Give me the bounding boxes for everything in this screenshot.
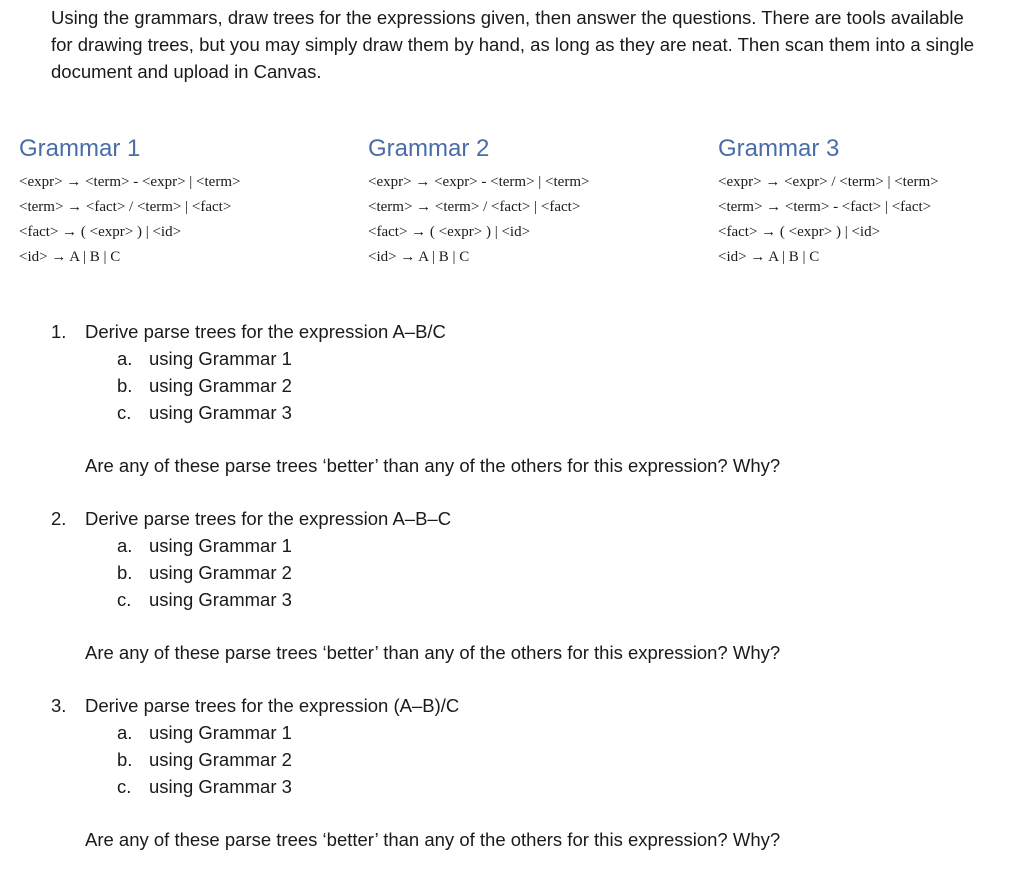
question-3-subitem-a xyxy=(51,719,991,746)
question-3-subitem-b xyxy=(51,746,991,773)
subitem-letter: c. xyxy=(117,589,132,610)
grammar-2-rule-fact: <fact> → ( <expr> ) | <id> xyxy=(368,224,531,240)
grammar-2-title: Grammar 2 xyxy=(368,135,490,162)
question-2 xyxy=(51,505,991,666)
instructions-paragraph: Using the grammars, draw trees for the expressions given, then answer the questions. There are tools available for drawing trees, but you may simply draw them by hand, as long as they are neat. Then scan them into a single document and upload in Canvas. xyxy=(51,7,975,82)
subitem-letter: c. xyxy=(117,402,132,423)
grammar-1-rule-term: <term> → <fact> / <term> | <fact> xyxy=(19,199,232,215)
grammar-3-block xyxy=(718,134,939,270)
subitem-letter: a. xyxy=(117,348,133,369)
subitem-text: using Grammar 2 xyxy=(149,562,292,583)
question-1-heading xyxy=(51,318,991,345)
subitem-letter: b. xyxy=(117,749,133,770)
question-3-heading xyxy=(51,692,991,719)
grammar-2-rule-term: <term> → <term> / <fact> | <fact> xyxy=(368,199,581,215)
subitem-text: using Grammar 3 xyxy=(149,776,292,797)
grammar-2-rule-id: <id> → A | B | C xyxy=(368,249,470,265)
grammar-2-rule-expr: <expr> → <expr> - <term> | <term> xyxy=(368,174,590,190)
subitem-text: using Grammar 2 xyxy=(149,375,292,396)
question-3-text: Derive parse trees for the expression (A–B)/C xyxy=(85,695,460,716)
question-2-subitem-c xyxy=(51,586,991,613)
subitem-text: using Grammar 2 xyxy=(149,749,292,770)
subitem-letter: a. xyxy=(117,535,133,556)
question-1 xyxy=(51,318,991,479)
grammar-1-rule-expr: <expr> → <term> - <expr> | <term> xyxy=(19,174,241,190)
grammar-1-block xyxy=(19,134,240,270)
subitem-text: using Grammar 1 xyxy=(149,535,292,556)
question-1-text: Derive parse trees for the expression A–B/C xyxy=(85,321,446,342)
grammar-3-rule-expr: <expr> → <expr> / <term> | <term> xyxy=(718,174,939,190)
grammar-2-block xyxy=(368,134,589,270)
question-1-number: 1. xyxy=(51,321,67,342)
grammar-1-title: Grammar 1 xyxy=(19,135,141,162)
question-2-subitem-b xyxy=(51,559,991,586)
question-3 xyxy=(51,692,991,853)
subitem-letter: c. xyxy=(117,776,132,797)
grammar-3-rule-id: <id> → A | B | C xyxy=(718,249,820,265)
question-3-subitem-c xyxy=(51,773,991,800)
grammar-3-rule-fact: <fact> → ( <expr> ) | <id> xyxy=(718,224,881,240)
question-1-followup: Are any of these parse trees ‘better’ than any of the others for this expression? Why? xyxy=(85,455,781,476)
subitem-text: using Grammar 3 xyxy=(149,589,292,610)
question-2-text: Derive parse trees for the expression A–B–C xyxy=(85,508,452,529)
question-1-subitem-c xyxy=(51,399,991,426)
subitem-letter: b. xyxy=(117,562,133,583)
subitem-letter: b. xyxy=(117,375,133,396)
question-2-followup: Are any of these parse trees ‘better’ than any of the others for this expression? Why? xyxy=(85,642,781,663)
question-1-subitem-b xyxy=(51,372,991,399)
subitem-text: using Grammar 1 xyxy=(149,348,292,369)
question-2-number: 2. xyxy=(51,508,67,529)
subitem-letter: a. xyxy=(117,722,133,743)
grammar-3-title: Grammar 3 xyxy=(718,135,840,162)
question-2-heading xyxy=(51,505,991,532)
subitem-text: using Grammar 1 xyxy=(149,722,292,743)
question-3-followup: Are any of these parse trees ‘better’ than any of the others for this expression? Why? xyxy=(85,829,781,850)
question-3-number: 3. xyxy=(51,695,67,716)
grammar-3-rule-term: <term> → <term> - <fact> | <fact> xyxy=(718,199,932,215)
question-2-subitem-a xyxy=(51,532,991,559)
subitem-text: using Grammar 3 xyxy=(149,402,292,423)
grammar-1-rule-fact: <fact> → ( <expr> ) | <id> xyxy=(19,224,182,240)
question-1-subitem-a xyxy=(51,345,991,372)
grammar-1-rule-id: <id> → A | B | C xyxy=(19,249,121,265)
